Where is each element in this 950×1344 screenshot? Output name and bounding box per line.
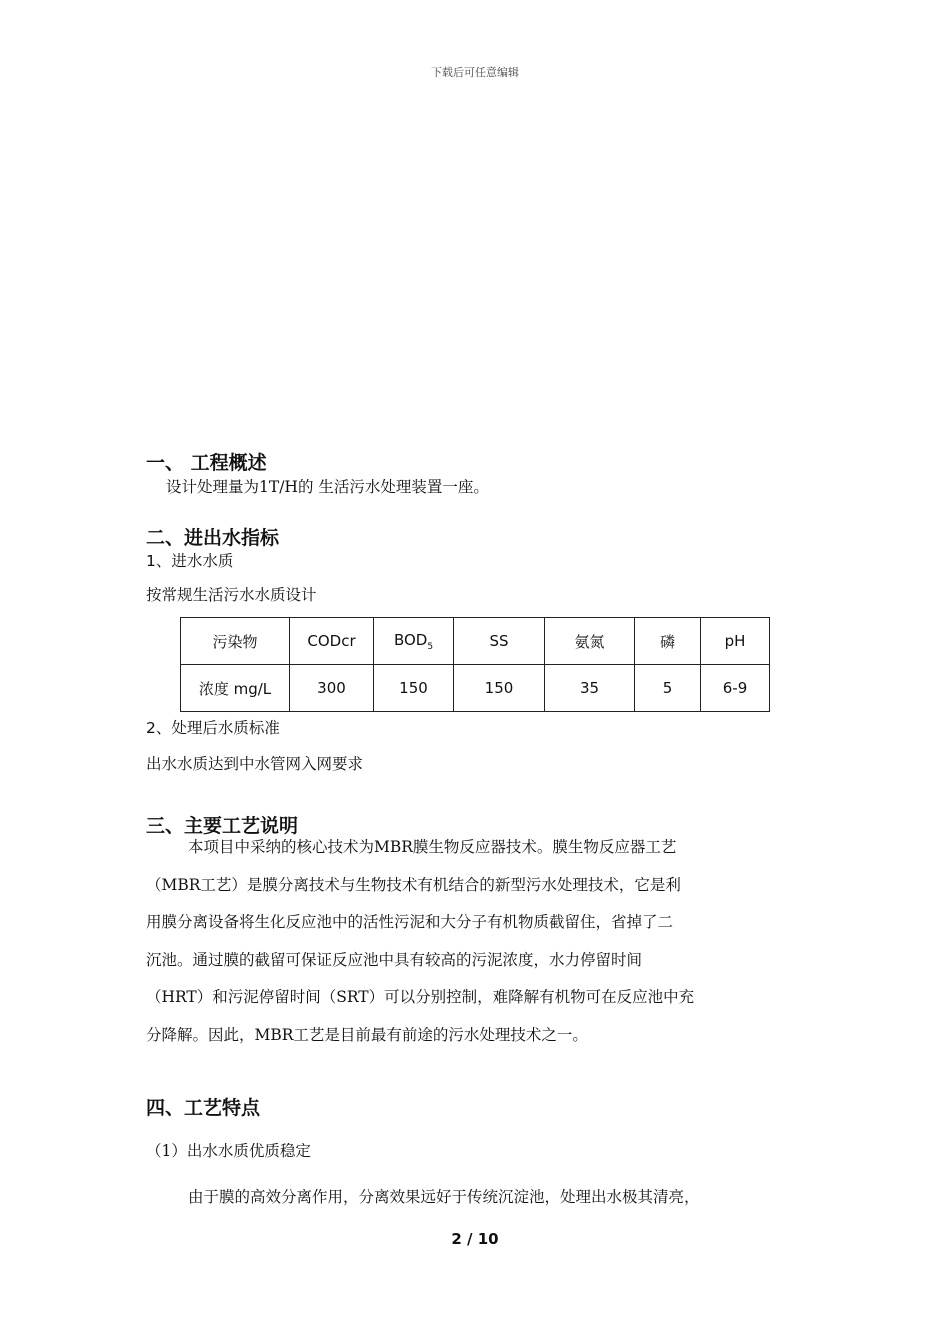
page-header: 下载后可任意编辑 xyxy=(431,66,519,79)
table-cell: 150 xyxy=(454,665,545,712)
table-cell: 300 xyxy=(290,665,374,712)
table-cell xyxy=(374,618,454,665)
paragraph-line: 本项目中采纳的核心技术为MBR膜生物反应器技术。膜生物反应器工艺 xyxy=(188,838,677,856)
table-cell: 5 xyxy=(635,665,701,712)
table-cell: 35 xyxy=(545,665,635,712)
section4-title: 四、工艺特点 xyxy=(146,1097,261,1119)
section1-text: 设计处理量为1T/H的 生活污水处理装置一座。 xyxy=(166,478,489,496)
bod-subscript: 5 xyxy=(427,641,434,652)
section3-title: 三、主要工艺说明 xyxy=(146,815,299,837)
table-cell: SS xyxy=(454,618,545,665)
process-description xyxy=(146,829,806,1054)
table-cell: 磷 xyxy=(635,618,701,665)
table-cell: 150 xyxy=(374,665,454,712)
table-cell: CODcr xyxy=(290,618,374,665)
effluent-heading: 2、处理后水质标准 xyxy=(146,719,280,737)
table-header-row xyxy=(181,618,770,665)
effluent-note: 出水水质达到中水管网入网要求 xyxy=(146,755,364,773)
paragraph-line: 分降解。因此，MBR工艺是目前最有前途的污水处理技术之一。 xyxy=(146,1025,588,1044)
influent-note: 按常规生活污水水质设计 xyxy=(146,586,317,604)
table-cell: 氨氮 xyxy=(545,618,635,665)
paragraph-line: 用膜分离设备将生化反应池中的活性污泥和大分子有机物质截留住，省掉了二 xyxy=(146,913,674,931)
feature-item-1: （1）出水水质优质稳定 xyxy=(146,1142,311,1160)
table-cell: 浓度 mg/L xyxy=(181,665,290,712)
influent-heading: 1、进水水质 xyxy=(146,552,234,570)
table-row xyxy=(181,665,770,712)
section2-title: 二、进出水指标 xyxy=(146,527,280,549)
page-number: 2 / 10 xyxy=(451,1230,499,1248)
table-cell: pH xyxy=(701,618,770,665)
section1-title: 一、 工程概述 xyxy=(146,452,267,474)
table-cell: 污染物 xyxy=(181,618,290,665)
feature-item-1-text: 由于膜的高效分离作用，分离效果远好于传统沉淀池，处理出水极其清亮， xyxy=(188,1188,700,1206)
paragraph-line: （HRT）和污泥停留时间（SRT）可以分别控制，难降解有机物可在反应池中充 xyxy=(146,988,695,1006)
paragraph-line: （MBR工艺）是膜分离技术与生物技术有机结合的新型污水处理技术，它是利 xyxy=(146,875,681,894)
table-cell: 6-9 xyxy=(701,665,770,712)
bod-label: BOD xyxy=(393,630,428,649)
paragraph-line: 沉池。通过膜的截留可保证反应池中具有较高的污泥浓度，水力停留时间 xyxy=(146,950,643,969)
water-quality-table xyxy=(180,617,770,712)
